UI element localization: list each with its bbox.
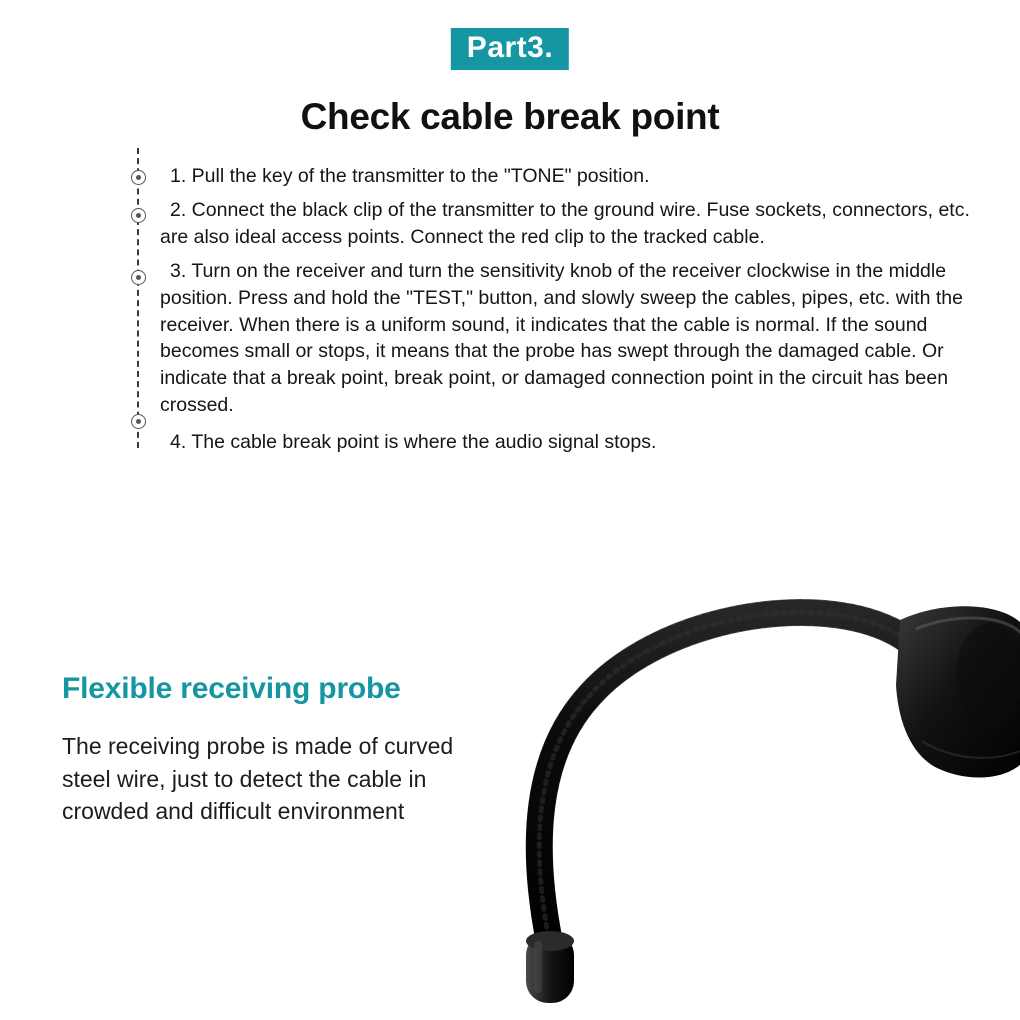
list-item: 3. Turn on the receiver and turn the sensitivity knob of the receiver clockwise in the middle position. Press and hold the "TEST," button, and slowly sweep the cables, pipes, etc. with the receiver. When there is a uniform sound, it indicates that the cable is normal. If the sound becomes small or stops, it means that the probe has swept through the damaged cable. Or indicate that a break point, break point, or damaged connection point in the circuit has been crossed. <box>160 259 963 417</box>
list-item: 1. Pull the key of the transmitter to the "TONE" position. <box>170 165 650 187</box>
feature-description: The receiving probe is made of curved steel wire, just to detect the cable in crowded and difficult environment <box>62 733 454 825</box>
part-badge: Part3. <box>451 28 569 70</box>
list-item: 2. Connect the black clip of the transmitter to the ground wire. Fuse sockets, connectors, etc. are also ideal access points. Connect the red clip to the tracked cable. <box>160 198 970 248</box>
steps-guide-line <box>137 148 139 448</box>
product-photo <box>430 545 1020 1020</box>
feature-title: Flexible receiving probe <box>62 672 401 705</box>
steps-list <box>160 163 980 456</box>
guide-marker-icon <box>131 170 146 185</box>
flexible-probe-illustration <box>430 545 1020 1020</box>
guide-marker-icon <box>131 270 146 285</box>
guide-marker-icon <box>131 414 146 429</box>
page-title: Check cable break point <box>300 96 720 137</box>
list-item: 4. The cable break point is where the audio signal stops. <box>170 431 657 454</box>
guide-marker-icon <box>131 208 146 223</box>
